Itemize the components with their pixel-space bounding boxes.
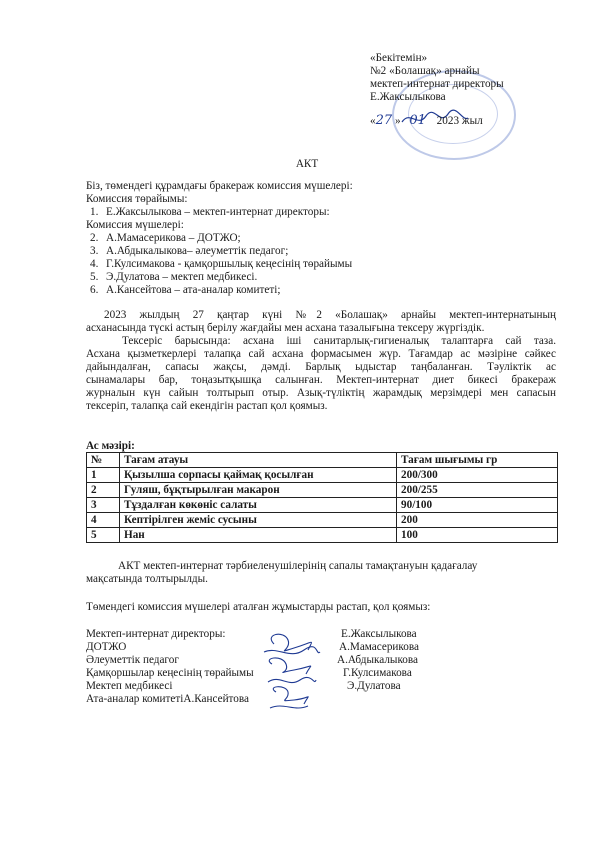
signature-name: Э.Дулатова bbox=[347, 680, 401, 692]
list-item bbox=[86, 206, 556, 219]
header-portion: Тағам шығымы гр bbox=[397, 453, 558, 468]
list-item bbox=[86, 284, 556, 297]
conclusion-line-1: АКТ мектеп-интернат тәрбиеленушілерінің сапалы тамақтануын қадағалау bbox=[118, 560, 478, 572]
date-month: 01 bbox=[409, 113, 426, 128]
list-item bbox=[86, 245, 556, 258]
paragraph-line: сынамалары бар, тоңазытқышқа салынған. Мектеп-интернат диет бикесі бракераж bbox=[86, 374, 556, 386]
cell-dish: Қызылша сорпасы қаймақ қосылған bbox=[120, 468, 397, 483]
document-body bbox=[86, 180, 556, 413]
list-item-text: Г.Кулсимакова - қамқоршылық кеңесінің төрайымы bbox=[106, 258, 353, 270]
approval-block bbox=[370, 52, 570, 127]
approval-date bbox=[370, 114, 570, 127]
date-close-quote: » bbox=[394, 115, 401, 127]
signature-role: Ата-аналар комитетіА.Кансейтова bbox=[86, 693, 249, 705]
list-item-text: Э.Дулатова – мектеп медбикесі. bbox=[106, 271, 258, 283]
approval-line-4: Е.Жаксылыкова bbox=[370, 91, 446, 103]
inspection-paragraph-2 bbox=[86, 335, 556, 413]
cell-portion: 200 bbox=[397, 513, 558, 528]
header-number: № bbox=[87, 453, 120, 468]
date-year: 2023 жыл bbox=[436, 115, 483, 127]
conclusion-line-2: мақсатында толтырылды. bbox=[86, 573, 208, 585]
approval-line-3: мектеп-интернат директоры bbox=[370, 78, 504, 90]
paragraph-line: Асхана қызметкерлері талапқа сай асхана формасымен жүр. Тағамдар ас мәзіріне сәйкес bbox=[86, 348, 556, 360]
handwritten-signatures bbox=[254, 630, 334, 714]
list-item bbox=[86, 271, 556, 284]
cell-portion: 90/100 bbox=[397, 498, 558, 513]
cell-portion: 100 bbox=[397, 528, 558, 543]
inspection-paragraph-1 bbox=[86, 309, 556, 335]
list-item-number: 2. bbox=[90, 232, 99, 244]
list-item bbox=[86, 232, 556, 245]
cell-dish: Кептірілген жеміс сусыны bbox=[120, 513, 397, 528]
paragraph-line: тексеріп, талапқа сай екендігін растап қол қоямыз. bbox=[86, 400, 328, 412]
document-title: АКТ bbox=[295, 158, 319, 170]
signature-role: Әлеуметтік педагог bbox=[86, 654, 179, 666]
list-item-text: А.Мамасерикова – ДОТЖО; bbox=[106, 232, 241, 244]
cell-dish: Гуляш, бұқтырылған макарон bbox=[120, 483, 397, 498]
table-row bbox=[87, 528, 558, 543]
menu-table bbox=[86, 452, 558, 543]
approval-line-2: №2 «Болашақ» арнайы bbox=[370, 65, 480, 77]
cell-number: 2 bbox=[87, 483, 120, 498]
paragraph-line: Тексеріс барысында: асхана іші санитарлық-гигиеналық талаптарға сай таза. bbox=[122, 335, 556, 347]
list-item-number: 6. bbox=[90, 284, 99, 296]
menu-label: Ас мәзірі: bbox=[86, 440, 135, 452]
table-row bbox=[87, 498, 558, 513]
list-item-text: А.Кансейтова – ата-аналар комитеті; bbox=[106, 284, 281, 296]
members-heading: Комиссия мүшелері: bbox=[86, 219, 184, 231]
paragraph-line: асханасында түскі астың берілу жағдайы мен асхана тазалығына тексеру жүргіздік. bbox=[86, 322, 485, 334]
signature-name: А.Абдыкалыкова bbox=[337, 654, 418, 666]
intro-text: Біз, төмендегі құрамдағы бракераж комиссия мүшелері: bbox=[86, 180, 353, 192]
confirmation-text: Төмендегі комиссия мүшелері аталған жұмыстарды растап, қол қоямыз: bbox=[86, 601, 431, 613]
list-item-number: 3. bbox=[90, 245, 99, 257]
list-item-number: 5. bbox=[90, 271, 99, 283]
cell-number: 4 bbox=[87, 513, 120, 528]
list-item-text: Е.Жаксылыкова – мектеп-интернат директоры: bbox=[106, 206, 330, 218]
cell-dish: Тұздалған көкөніс салаты bbox=[120, 498, 397, 513]
signature-role: Мектеп-интернат директоры: bbox=[86, 628, 226, 640]
signature-names bbox=[337, 628, 419, 693]
paragraph-line: журналын күн сайын толтырып отыр. Азық-түліктің жарамдық мерзімдері мен сапасын bbox=[86, 387, 556, 399]
cell-portion: 200/255 bbox=[397, 483, 558, 498]
table-row bbox=[87, 468, 558, 483]
list-item bbox=[86, 258, 556, 271]
signature-role: ДОТЖО bbox=[86, 641, 127, 653]
signature-role: Қамқоршылар кеңесінің төрайымы bbox=[86, 667, 254, 679]
list-item-number: 4. bbox=[90, 258, 99, 270]
signature-name: Г.Кулсимакова bbox=[343, 667, 412, 679]
table-row bbox=[87, 513, 558, 528]
date-day: 27 bbox=[375, 113, 393, 128]
signature-roles bbox=[86, 628, 254, 706]
cell-number: 1 bbox=[87, 468, 120, 483]
table-header-row bbox=[87, 453, 558, 468]
cell-portion: 200/300 bbox=[397, 468, 558, 483]
signature-name: Е.Жаксылыкова bbox=[341, 628, 417, 640]
approval-line-1: «Бекітемін» bbox=[370, 52, 428, 64]
signature-role: Мектеп медбикесі bbox=[86, 680, 173, 692]
table-row bbox=[87, 483, 558, 498]
cell-number: 5 bbox=[87, 528, 120, 543]
list-item-number: 1. bbox=[90, 206, 99, 218]
cell-dish: Нан bbox=[120, 528, 397, 543]
cell-number: 3 bbox=[87, 498, 120, 513]
paragraph-line: дайындалған, сапасы жақсы, дәмді. Барлық ыдыстар таңбаланған. Тәуліктік ас bbox=[86, 361, 556, 373]
paragraph-line: 2023 жылдың 27 қаңтар күні №2 «Болашақ» арнайы мектеп-интернатының bbox=[104, 309, 556, 321]
list-item-text: А.Абдыкалыкова– әлеуметтік педагог; bbox=[106, 245, 289, 257]
signature-name: А.Мамасерикова bbox=[339, 641, 419, 653]
header-dish-name: Тағам атауы bbox=[120, 453, 397, 468]
date-open-quote: « bbox=[370, 115, 376, 127]
chair-heading: Комиссия төрайымы: bbox=[86, 193, 188, 205]
